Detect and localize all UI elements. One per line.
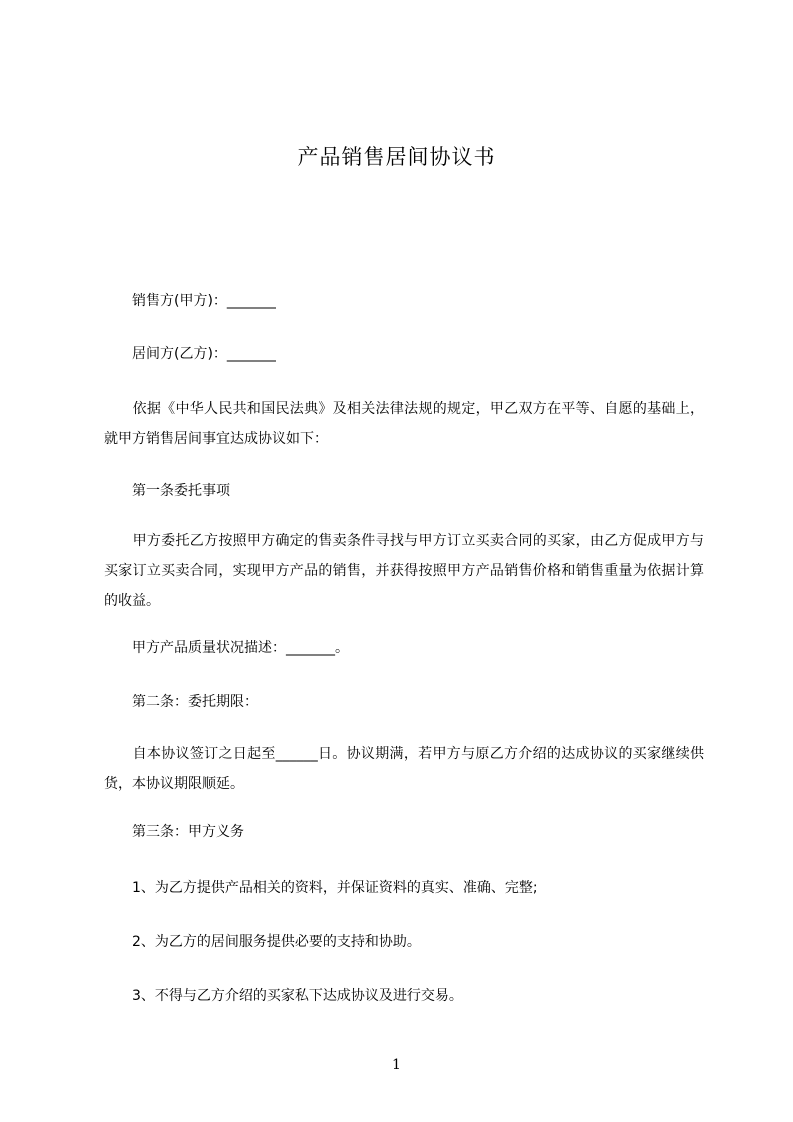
paragraph-article-1-body: 甲方委托乙方按照甲方确定的售卖条件寻找与甲方订立买卖合同的买家，由乙方促成甲方与买家订立买卖合同，实现甲方产品的销售，并获得按照甲方产品销售价格和销售重量为依据计算的收益。 [104,533,704,609]
paragraph-article-2-body: 自本协议签订之日起至______日。协议期满，若甲方与原乙方介绍的达成协议的买家继续供货，本协议期限顺延。 [104,746,704,792]
paragraph-preamble: 依据《中华人民共和国民法典》及相关法律法规的规定，甲乙双方在平等、自愿的基础上，就甲方销售居间事宜达成协议如下： [104,401,704,447]
list-item-obligation-3: 3、不得与乙方介绍的买家私下达成协议及进行交易。 [104,988,463,1004]
document-title: 产品销售居间协议书 [297,145,496,169]
page-number: 1 [392,1057,401,1073]
list-item-obligation-2: 2、为乙方的居间服务提供必要的支持和协助。 [104,934,421,950]
paragraph-seller: 销售方(甲方)：_______ [104,293,276,309]
section-heading-article-2: 第二条：委托期限： [104,694,258,710]
paragraph-intermediary: 居间方(乙方)：_______ [104,346,276,362]
section-heading-article-3: 第三条：甲方义务 [104,824,244,840]
paragraph-quality-description: 甲方产品质量状况描述：_______。 [104,640,349,656]
section-heading-article-1: 第一条委托事项 [104,483,230,499]
list-item-obligation-1: 1、为乙方提供产品相关的资料，并保证资料的真实、准确、完整; [104,880,538,896]
